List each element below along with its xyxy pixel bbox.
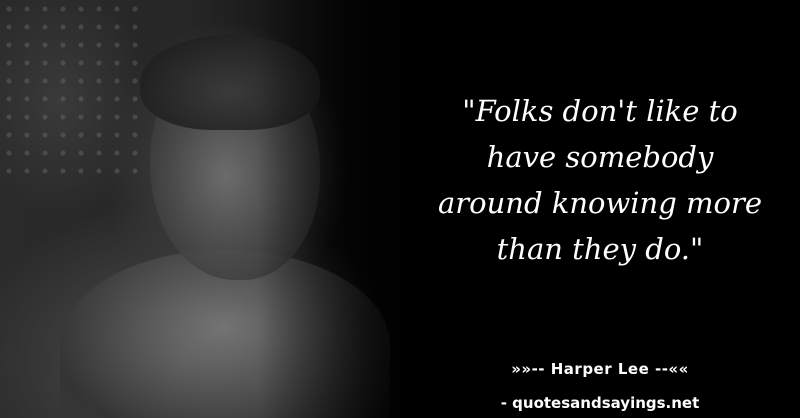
- quote-author: »»-- Harper Lee --««: [511, 360, 689, 378]
- quote-text: "Folks don't like to have somebody around knowing more than they do.": [438, 94, 762, 266]
- site-watermark: - quotesandsayings.net: [500, 394, 700, 412]
